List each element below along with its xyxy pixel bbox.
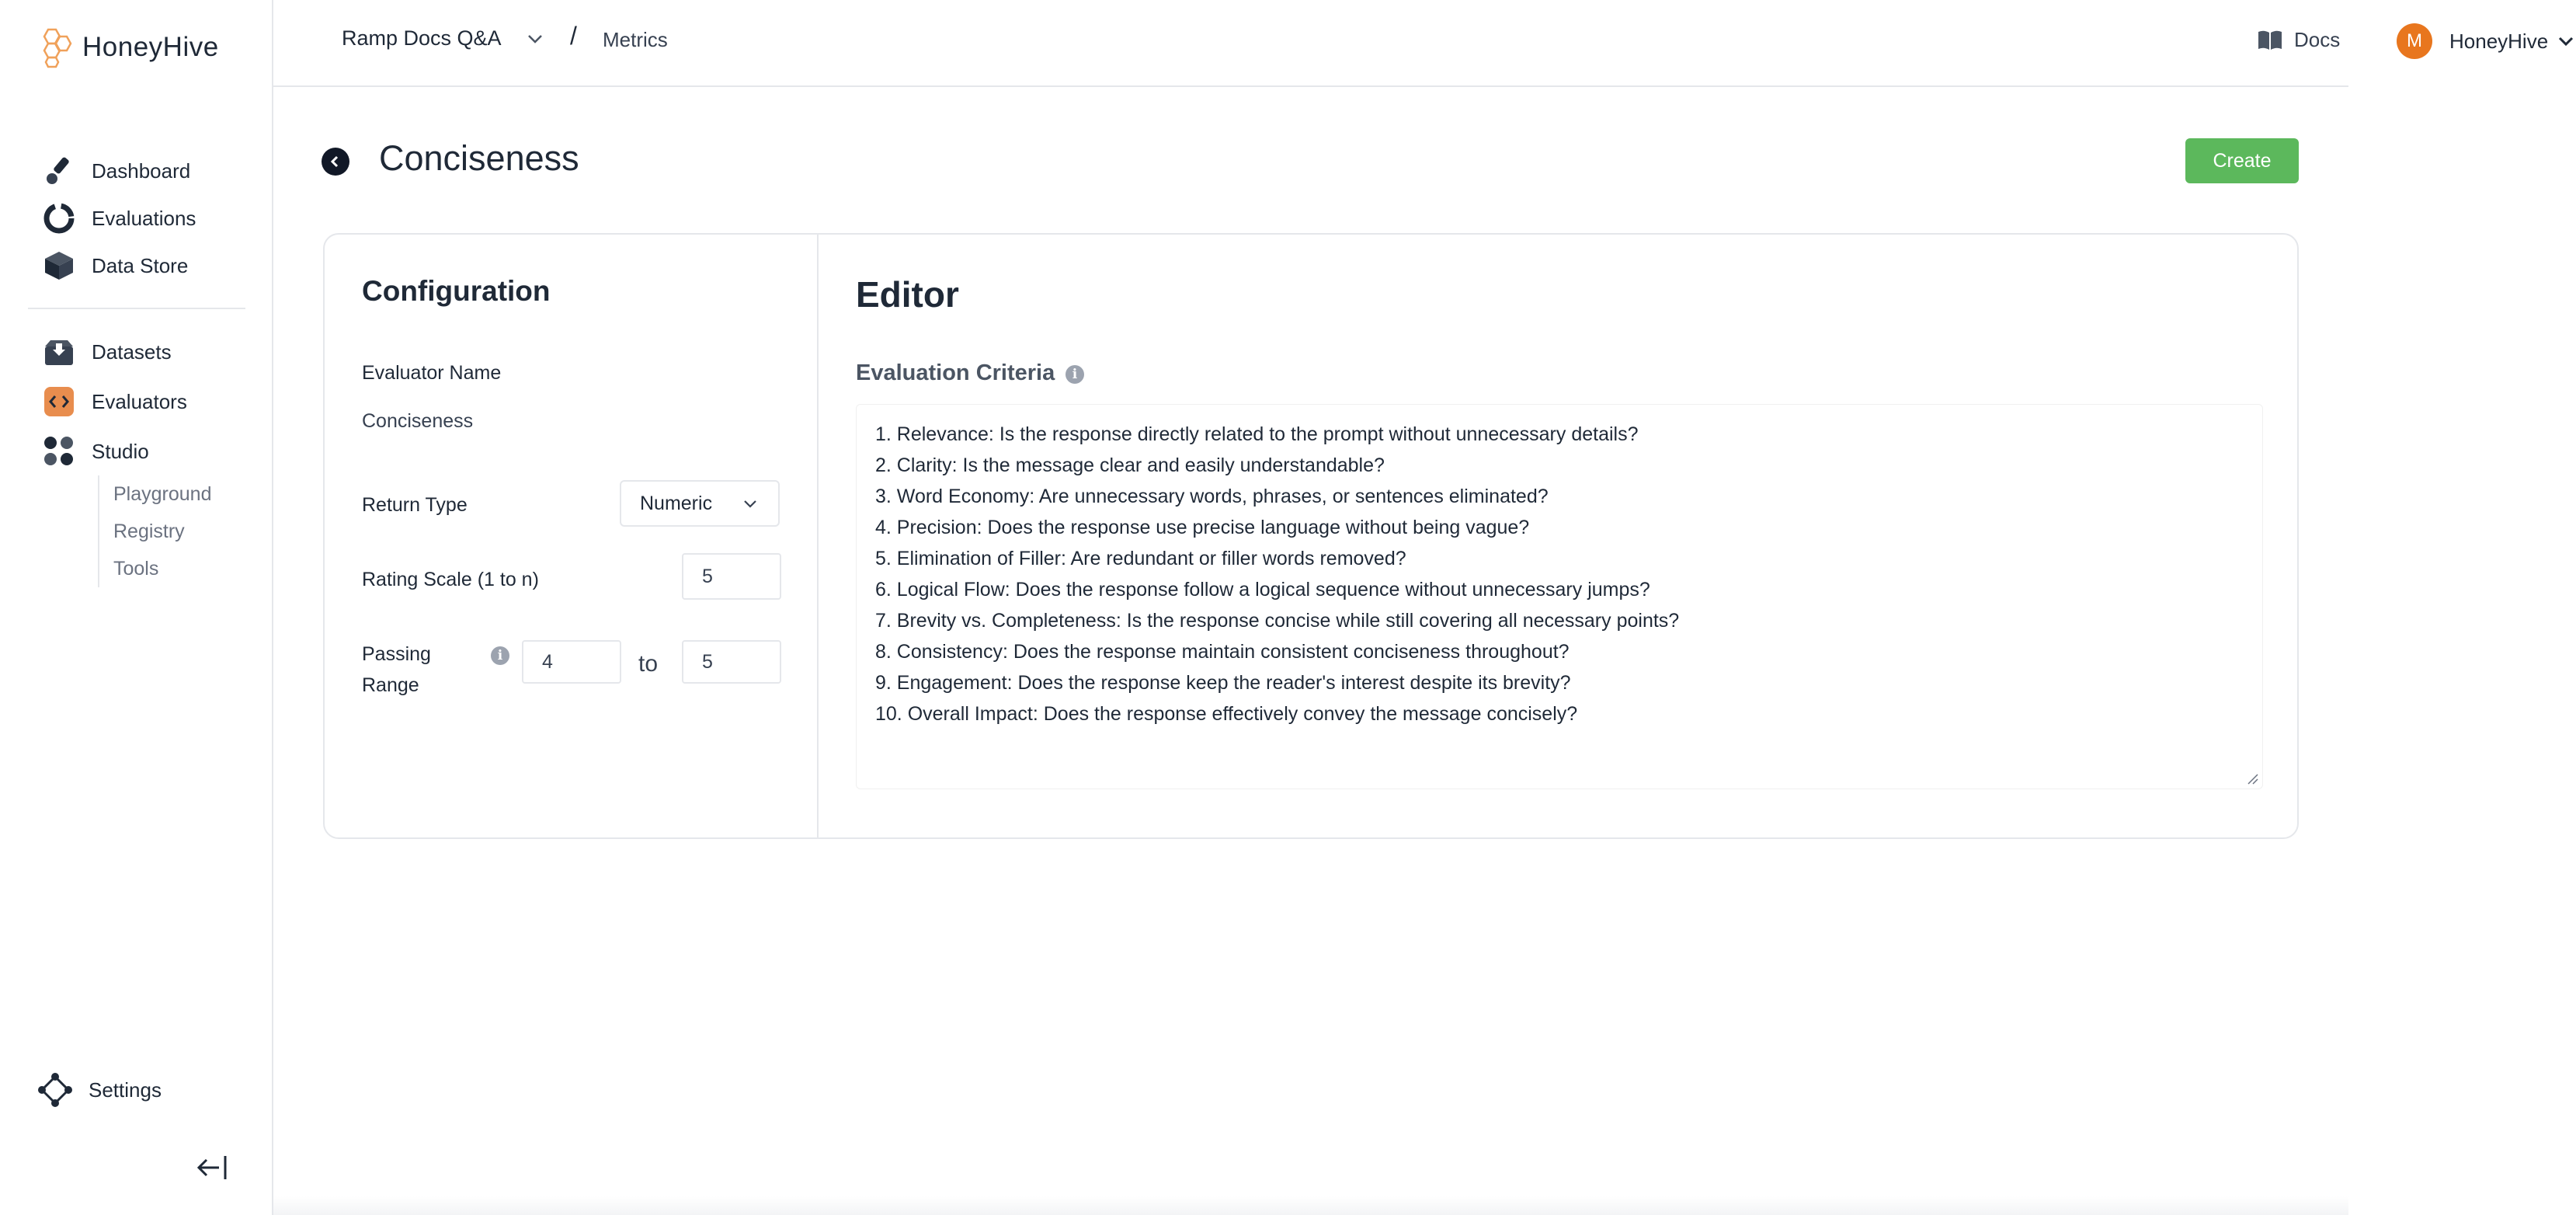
evaluation-criteria-label: Evaluation Criteria: [856, 360, 1055, 385]
book-icon: [2257, 29, 2283, 52]
rating-scale-label: Rating Scale (1 to n): [362, 569, 539, 590]
sidebar-item-dashboard[interactable]: [42, 151, 190, 191]
criteria-line: 2. Clarity: Is the message clear and easily understandable?: [875, 454, 1385, 476]
configuration-heading: Configuration: [362, 275, 551, 307]
passing-range-label-line2: Range: [362, 674, 419, 696]
chevron-down-icon: [741, 494, 760, 513]
criteria-line: 6. Logical Flow: Does the response follow a logical sequence without unnecessary jumps?: [875, 579, 1650, 601]
info-icon[interactable]: i: [1066, 365, 1084, 384]
bottom-edge: [273, 1196, 2348, 1215]
studio-icon: [42, 434, 76, 468]
subnav-item-playground[interactable]: Playground: [113, 483, 212, 505]
dashboard-icon: [42, 154, 76, 188]
evaluators-icon: [42, 385, 76, 419]
resize-handle-icon[interactable]: [2245, 771, 2259, 785]
sidebar-item-settings[interactable]: [37, 1072, 162, 1108]
logo[interactable]: [34, 26, 219, 68]
sidebar-item-label: Data Store: [92, 253, 189, 277]
breadcrumb-separator: /: [570, 22, 577, 50]
chevron-down-icon: [2556, 31, 2576, 51]
sidebar-divider: [28, 308, 245, 309]
return-type-label: Return Type: [362, 494, 468, 516]
sidebar-item-label: Datasets: [92, 339, 172, 364]
evaluations-icon: [42, 201, 76, 235]
criteria-line: 10. Overall Impact: Does the response effectively convey the message concisely?: [875, 703, 1578, 725]
sidebar-item-evaluations[interactable]: [42, 198, 196, 238]
account-name: HoneyHive: [2449, 29, 2549, 53]
account-menu[interactable]: [2397, 23, 2576, 59]
topbar: [273, 0, 2549, 87]
back-button[interactable]: [322, 148, 349, 176]
docs-label: Docs: [2294, 28, 2341, 51]
page-title: Conciseness: [379, 138, 579, 178]
criteria-line: 3. Word Economy: Are unnecessary words, phrases, or sentences eliminated?: [875, 486, 1549, 507]
evaluator-name-value: Conciseness: [362, 410, 474, 432]
project-selector[interactable]: [342, 26, 545, 50]
sidebar-item-label: Dashboard: [92, 158, 191, 183]
collapse-arrow-icon: [194, 1150, 230, 1185]
sidebar-item-data-store[interactable]: [42, 245, 188, 286]
breadcrumb-metrics[interactable]: Metrics: [603, 28, 668, 51]
create-button[interactable]: Create: [2185, 138, 2299, 183]
subnav-item-tools[interactable]: Tools: [113, 558, 159, 580]
passing-range-max-input[interactable]: [682, 640, 781, 684]
datasets-icon: [42, 335, 76, 369]
chevron-down-icon: [525, 29, 545, 49]
rating-scale-input[interactable]: [682, 553, 781, 600]
return-type-value: Numeric: [640, 492, 713, 514]
range-to-label: to: [638, 651, 659, 677]
criteria-line: 4. Precision: Does the response use precise language without being vague?: [875, 517, 1530, 538]
studio-subnav: [98, 475, 211, 587]
data-store-icon: [42, 249, 76, 283]
docs-link[interactable]: [2257, 28, 2340, 52]
collapse-sidebar-button[interactable]: [194, 1150, 230, 1185]
sidebar-item-label: Evaluations: [92, 206, 196, 230]
app-name: HoneyHive: [82, 32, 219, 62]
sidebar-item-datasets[interactable]: [42, 332, 172, 372]
project-name: Ramp Docs Q&A: [342, 26, 502, 50]
honeycomb-logo-icon: [34, 26, 76, 68]
info-icon[interactable]: i: [491, 646, 509, 665]
criteria-line: 5. Elimination of Filler: Are redundant or filler words removed?: [875, 548, 1406, 569]
return-type-select[interactable]: [620, 480, 780, 527]
sidebar-item-studio[interactable]: [42, 431, 149, 472]
evaluation-criteria-textarea[interactable]: [856, 404, 2263, 789]
evaluator-card: [323, 233, 2299, 839]
criteria-line: 8. Consistency: Does the response maintain consistent conciseness throughout?: [875, 641, 1570, 663]
settings-icon: [37, 1072, 73, 1108]
editor-heading: Editor: [856, 274, 959, 315]
passing-range-min-input[interactable]: [522, 640, 621, 684]
criteria-line: 9. Engagement: Does the response keep the reader's interest despite its brevity?: [875, 672, 1571, 694]
configuration-panel: [325, 235, 819, 837]
passing-range-label-line1: Passing: [362, 643, 431, 665]
criteria-line: 7. Brevity vs. Completeness: Is the response concise while still covering all necessary points?: [875, 610, 1680, 632]
avatar: M: [2397, 23, 2432, 59]
sidebar-item-evaluators[interactable]: [42, 381, 187, 422]
settings-label: Settings: [89, 1077, 162, 1102]
chevron-left-icon: [328, 154, 343, 169]
subnav-item-registry[interactable]: Registry: [113, 520, 185, 542]
evaluator-name-label: Evaluator Name: [362, 362, 502, 384]
sidebar-item-label: Studio: [92, 439, 149, 463]
criteria-line: 1. Relevance: Is the response directly related to the prompt without unnecessary details?: [875, 423, 1639, 445]
sidebar: [0, 0, 273, 1215]
sidebar-item-label: Evaluators: [92, 389, 187, 413]
